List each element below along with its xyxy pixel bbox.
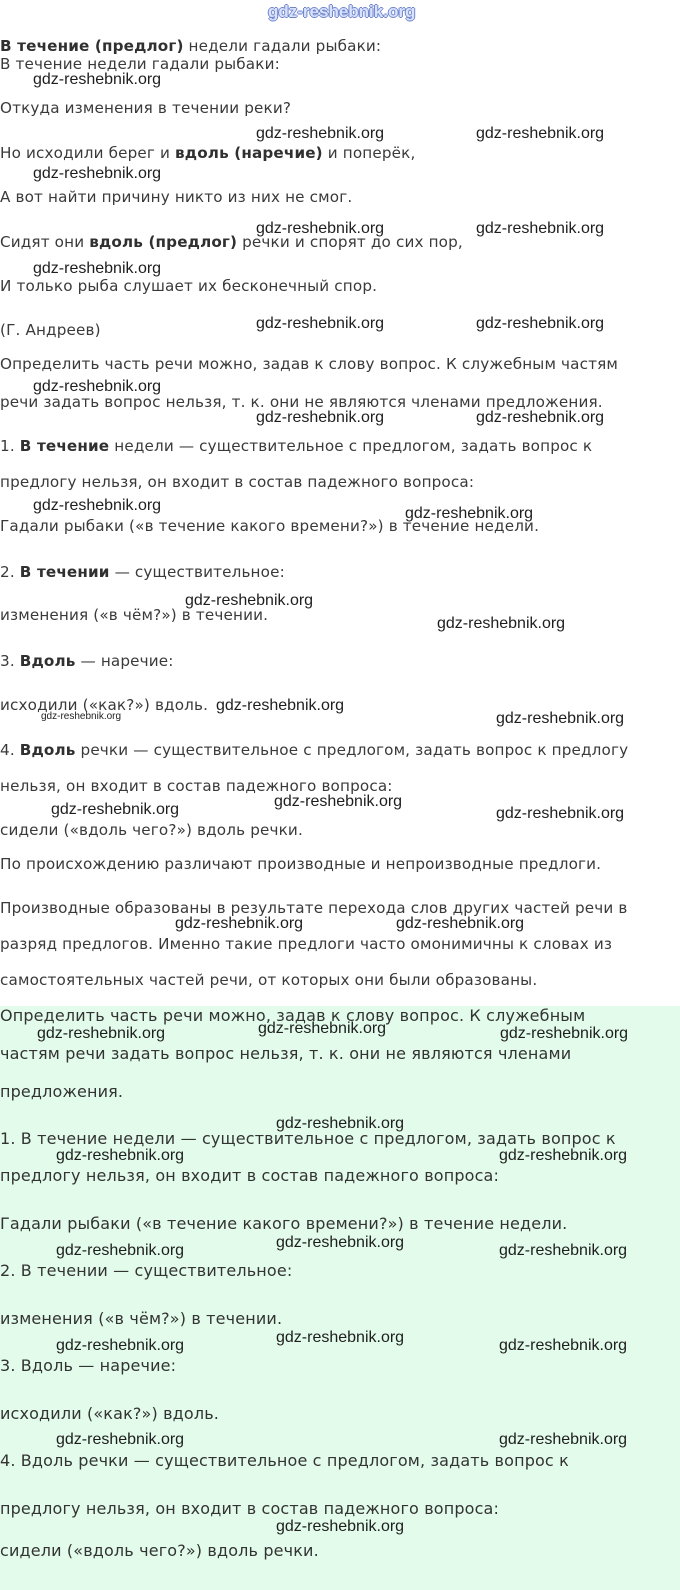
item-1-line-1 — [0, 436, 592, 456]
text-segment: Но исходили берег и — [0, 144, 176, 162]
watermark: gdz-reshebnik.org — [276, 1234, 405, 1251]
intro-line-1: Определить часть речи можно, задав к слову вопрос. К служебным частям — [0, 355, 619, 373]
text-segment: — наречие: — [75, 652, 174, 670]
watermark: gdz-reshebnik.org — [476, 315, 605, 332]
watermark: gdz-reshebnik.org — [258, 1020, 387, 1037]
answer-line-4: 1. В течение недели — существительное с предлогом, задать вопрос к — [0, 1129, 616, 1148]
bold-term: Вдоль — [19, 652, 76, 670]
answer-line-3: предложения. — [0, 1082, 124, 1101]
item-4-line-3: сидели («вдоль чего?») вдоль речки. — [0, 821, 303, 839]
text-segment: 3. — [0, 652, 20, 670]
poem-author: (Г. Андреев) — [0, 321, 101, 339]
watermark: gdz-reshebnik.org — [499, 1147, 628, 1164]
watermark: gdz-reshebnik.org — [476, 409, 605, 426]
text-segment: недели гадали рыбаки: — [183, 37, 382, 55]
poem-line-3 — [0, 143, 415, 163]
watermark: gdz-reshebnik.org — [496, 710, 625, 727]
watermark: gdz-reshebnik.org — [216, 697, 345, 714]
answer-line-13: сидели («вдоль чего?») вдоль речки. — [0, 1541, 319, 1560]
poem-line-2: Откуда изменения в течении реки? — [0, 99, 292, 117]
watermark: gdz-reshebnik.org — [56, 1431, 185, 1448]
bold-term: Вдоль — [19, 741, 76, 759]
watermark: gdz-reshebnik.org — [500, 1025, 629, 1042]
watermark: gdz-reshebnik.org — [274, 793, 403, 810]
answer-line-8: изменения («в чём?») в течении. — [0, 1309, 283, 1328]
bold-term: вдоль (предлог) — [89, 233, 238, 251]
answer-line-6: Гадали рыбаки («в течение какого времени?») в течение недели. — [0, 1214, 568, 1233]
text-segment: речки — существительное с предлогом, задать вопрос к предлогу — [75, 741, 629, 759]
item-4-line-2: нельзя, он входит в состав падежного вопроса: — [0, 777, 393, 795]
answer-line-9: 3. Вдоль — наречие: — [0, 1356, 177, 1375]
answer-line-7: 2. В течении — существительное: — [0, 1261, 293, 1280]
bold-term: В течение — [19, 437, 110, 455]
answer-line-5: предлогу нельзя, он входит в состав падежного вопроса: — [0, 1166, 500, 1185]
poem-line-6: И только рыба слушает их бесконечный спор. — [0, 277, 378, 295]
text-segment: Сидят они — [0, 233, 90, 251]
text-segment: и поперёк, — [322, 144, 416, 162]
answer-line-11: 4. Вдоль речки — существительное с предлогом, задать вопрос к — [0, 1451, 569, 1470]
watermark: gdz-reshebnik.org — [256, 220, 385, 237]
watermark: gdz-reshebnik.org — [437, 615, 566, 632]
watermark: gdz-reshebnik.org — [33, 165, 162, 182]
watermark: gdz-reshebnik.org — [33, 260, 162, 277]
watermark: gdz-reshebnik.org — [276, 1115, 405, 1132]
watermark: gdz-reshebnik.org — [476, 125, 605, 142]
watermark: gdz-reshebnik.org — [499, 1431, 628, 1448]
watermark: gdz-reshebnik.org — [396, 915, 525, 932]
watermark: gdz-reshebnik.org — [175, 915, 304, 932]
watermark: gdz-reshebnik.org — [185, 592, 314, 609]
text-segment: 2. — [0, 563, 20, 581]
bold-term: вдоль (наречие) — [175, 144, 323, 162]
item-2-line-1 — [0, 562, 285, 582]
cut-poem-line — [0, 36, 382, 55]
intro-line-2: речи задать вопрос нельзя, т. к. они не являются членами предложения. — [0, 393, 603, 411]
poem-line-1: В течение недели гадали рыбаки: — [0, 55, 280, 73]
item-4-line-1 — [0, 740, 628, 760]
item-1-line-2: предлогу нельзя, он входит в состав падежного вопроса: — [0, 473, 475, 491]
watermark: gdz-reshebnik.org — [256, 409, 385, 426]
text-segment: речки и спорят до сих пор, — [237, 233, 463, 251]
answer-line-12: предлогу нельзя, он входит в состав падежного вопроса: — [0, 1499, 500, 1518]
origin-line-3: разряд предлогов. Именно такие предлоги часто омонимичны к словах из — [0, 935, 613, 953]
watermark: gdz-reshebnik.org — [37, 1025, 166, 1042]
watermark: gdz-reshebnik.org — [499, 1337, 628, 1354]
watermark: gdz-reshebnik.org — [405, 505, 534, 522]
answer-line-1: Определить часть речи можно, задав к слову вопрос. К служебным — [0, 1006, 586, 1025]
text-segment: недели — существительное с предлогом, задать вопрос к — [109, 437, 593, 455]
watermark: gdz-reshebnik.org — [256, 315, 385, 332]
item-2-line-2: изменения («в чём?») в течении. — [0, 606, 269, 624]
origin-line-1: По происхождению различают производные и непроизводные предлоги. — [0, 855, 602, 873]
watermark: gdz-reshebnik.org — [33, 497, 162, 514]
watermark: gdz-reshebnik.org — [499, 1242, 628, 1259]
site-watermark-header: gdz-reshebnik.org — [268, 2, 416, 21]
watermark: gdz-reshebnik.org — [496, 805, 625, 822]
item-1-line-3: Гадали рыбаки («в течение какого времени?») в течение недели. — [0, 517, 540, 535]
item-3-line-1 — [0, 651, 174, 671]
watermark: gdz-reshebnik.org — [276, 1518, 405, 1535]
item-3-line-2: исходили («как?») вдоль. — [0, 696, 209, 714]
text-segment: 4. — [0, 741, 20, 759]
watermark: gdz-reshebnik.org — [33, 378, 162, 395]
bold-term: В течении — [19, 563, 110, 581]
watermark: gdz-reshebnik.org — [256, 125, 385, 142]
answer-line-10: исходили («как?») вдоль. — [0, 1404, 220, 1423]
bold-term: В течение (предлог) — [0, 37, 184, 55]
watermark-small: gdz-reshebnik.org — [41, 711, 122, 722]
watermark: gdz-reshebnik.org — [56, 1242, 185, 1259]
watermark: gdz-reshebnik.org — [51, 801, 180, 818]
watermark: gdz-reshebnik.org — [276, 1329, 405, 1346]
answer-line-2: частям речи задать вопрос нельзя, т. к. они не являются членами — [0, 1044, 572, 1063]
watermark: gdz-reshebnik.org — [56, 1337, 185, 1354]
poem-line-4: А вот найти причину никто из них не смог. — [0, 188, 353, 206]
origin-line-2: Производные образованы в результате перехода слов других частей речи в — [0, 899, 628, 917]
origin-line-4: самостоятельных частей речи, от которых они были образованы. — [0, 971, 538, 989]
watermark: gdz-reshebnik.org — [56, 1147, 185, 1164]
watermark: gdz-reshebnik.org — [476, 220, 605, 237]
text-segment: — существительное: — [109, 563, 285, 581]
watermark: gdz-reshebnik.org — [33, 71, 162, 88]
poem-line-5 — [0, 232, 463, 252]
text-segment: 1. — [0, 437, 20, 455]
